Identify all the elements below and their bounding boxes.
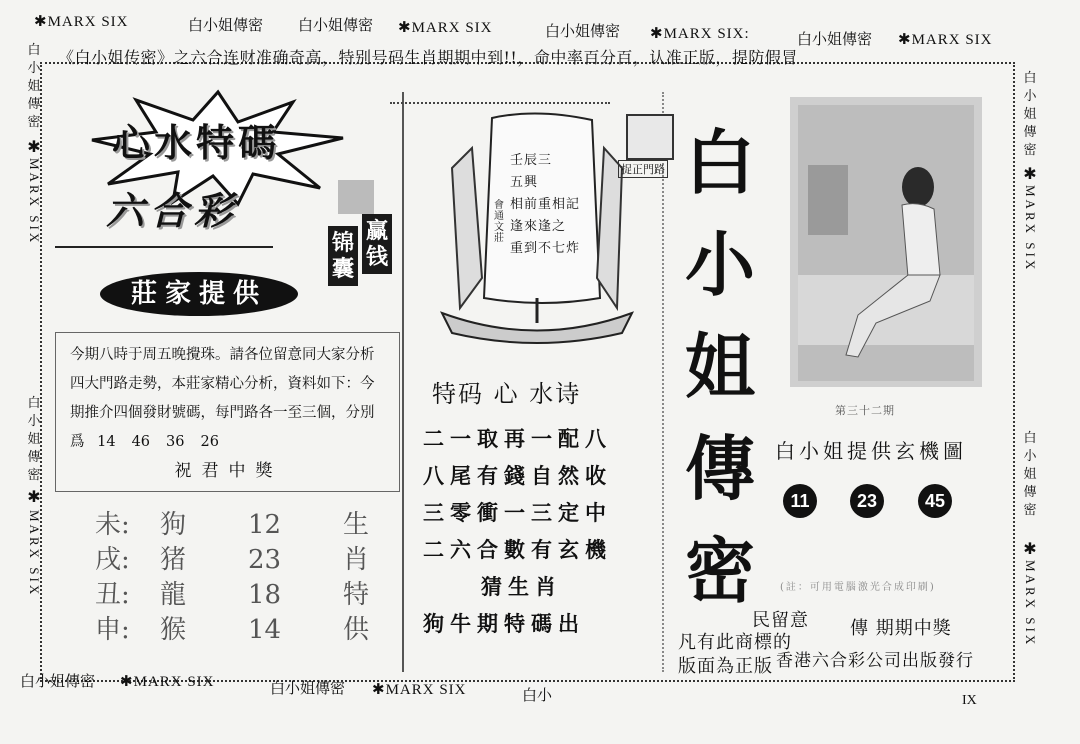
poem-line: 八尾有錢自然收 [423, 463, 612, 488]
header-brand-1: 白小姐傳密 [188, 16, 264, 34]
zodiac-number: 23 [248, 545, 282, 575]
zodiac-row [95, 508, 395, 543]
zodiac-number: 12 [248, 510, 282, 540]
zodiac-table [95, 508, 395, 648]
header-marx-2: ✱MARX SIX [398, 20, 493, 36]
sail-line: 五興 [510, 175, 539, 190]
column-divider-right [662, 92, 664, 672]
zodiac-animal: 猪 [160, 545, 187, 575]
publisher: 香港六合彩公司出版發行 [776, 651, 974, 671]
footer-marx-1: ✱MARX SIX [120, 674, 215, 690]
column-divider-left [402, 92, 404, 672]
right-border-marx-1: MARX SIX [1023, 185, 1038, 273]
poem-heading: 特码 心 水诗 [432, 380, 582, 408]
intro-text: 《白小姐传密》之六合连财准确奇高，特别号码生肖期期中到!!，命中率百分百，认准正版，提防假冒 [58, 48, 798, 67]
figure-silhouette [798, 105, 974, 381]
recommended-number: 36 [166, 434, 185, 450]
brand-char: 傳 [685, 427, 755, 510]
poem-line: 二六合數有玄機 [423, 537, 612, 562]
brand-char: 密 [685, 529, 755, 612]
notice-line-1: 民留意 [752, 610, 809, 631]
zodiac-animal: 狗 [160, 510, 187, 540]
header-marx-4: ✱MARX SIX [898, 32, 993, 48]
print-note: (註：可用電腦激光合成印刷) [780, 582, 936, 593]
tag-yingqian: 赢钱 [362, 214, 392, 274]
small-photo [338, 180, 374, 214]
lottery-title: 六合彩 [106, 189, 239, 233]
model-photo [790, 97, 982, 387]
brand-vertical [680, 112, 760, 622]
zodiac-row [95, 543, 395, 578]
badge-title: 心水特碼 [112, 121, 281, 165]
left-border-star-2: ✱ [27, 487, 41, 506]
lucky-ball: 11 [783, 484, 817, 518]
left-border-marx-1: MARX SIX [27, 158, 42, 246]
recommended-numbers [89, 434, 227, 450]
recommended-number: 46 [131, 434, 151, 450]
zodiac-note: 肖 [343, 545, 370, 575]
right-border-brand-mid: 白小姐傳密 [1023, 431, 1037, 518]
poem-line: 猜生肖 [481, 574, 562, 599]
notice-line-1b: 傳 期期中獎 [850, 618, 952, 639]
footer-brand-2: 白小姐傳密 [270, 679, 346, 697]
poem-line: 二一取再一配八 [423, 426, 612, 451]
stamp-label: 捉正門路 [618, 160, 668, 178]
stamp-box [626, 114, 674, 160]
issue-number: 第三十二期 [835, 404, 895, 417]
left-border-star-1: ✱ [27, 137, 41, 156]
sail-side-text: 會通文莊 [494, 200, 504, 244]
left-border-marx-2: MARX SIX [27, 510, 42, 598]
photo-frame [798, 105, 974, 381]
sail-line: 相前重相記 [510, 197, 581, 212]
footer-brand-1: 白小姐傳密 [20, 672, 96, 690]
provider-pill: 莊家提供 [100, 272, 298, 316]
zodiac-animal: 猴 [160, 615, 187, 645]
dashed-rule [390, 102, 610, 104]
notice-line-3: 版面為正版 [678, 656, 773, 677]
header-marx-3: ✱MARX SIX: [650, 26, 750, 42]
wish-text: 祝君中獎 [174, 461, 283, 481]
zodiac-note: 特 [343, 580, 370, 610]
info-text: 今期八時于周五晚攪珠。請各位留意同大家分析四大門路走勢，本莊家精心分析，資料如下：今期推介四個發財號碼，每門路各一至三個，分別爲 [70, 347, 375, 450]
header-brand-4: 白小姐傳密 [797, 30, 873, 48]
zodiac-animal: 龍 [160, 580, 187, 610]
zodiac-row [95, 578, 395, 613]
poem-line: 三零衝一三定中 [423, 500, 612, 525]
sail-line: 壬辰三 [510, 153, 553, 168]
right-border-star-2: ✱ [1023, 539, 1037, 558]
lucky-ball: 45 [918, 484, 952, 518]
zodiac-branch: 丑: [95, 580, 130, 610]
header-brand-2: 白小姐傳密 [298, 16, 374, 34]
zodiac-row [95, 613, 395, 648]
right-border-star-1: ✱ [1023, 164, 1037, 183]
poem-line: 狗牛期特碼出 [423, 611, 585, 636]
sail-line: 重到不七炸 [510, 241, 581, 256]
title-rule [55, 246, 273, 248]
right-border-brand-top: 白小姐傳密 [1023, 71, 1037, 158]
zodiac-number: 14 [248, 615, 282, 645]
zodiac-branch: 未: [95, 510, 130, 540]
zodiac-note: 生 [343, 510, 370, 540]
footer-brand-3: 白小 [522, 686, 553, 704]
brand-char: 姐 [685, 325, 755, 408]
info-box [55, 332, 400, 492]
page-number: IX [962, 693, 977, 708]
header-marx-1: ✱MARX SIX [34, 14, 129, 30]
recommended-number: 26 [200, 434, 219, 450]
recommended-number: 14 [97, 434, 116, 450]
sail-line: 逢來逢之 [510, 219, 567, 234]
lucky-ball: 23 [850, 484, 884, 518]
sail-text [510, 150, 600, 260]
left-border-brand-top: 白小姐傳密 [27, 43, 41, 130]
zodiac-number: 18 [248, 580, 282, 610]
left-border-brand-mid: 白小姐傳密 [27, 396, 41, 483]
header-brand-3: 白小姐傳密 [545, 22, 621, 40]
brand-char: 小 [685, 223, 755, 306]
right-border-marx-2: MARX SIX [1023, 560, 1038, 648]
poem [423, 420, 633, 642]
tag-jinnang: 锦囊 [328, 226, 358, 286]
xuanji-label: 白小姐提供玄機圖 [775, 439, 967, 463]
footer-marx-2: ✱MARX SIX [372, 682, 467, 698]
zodiac-branch: 戌: [95, 545, 130, 575]
brand-char: 白 [685, 121, 755, 204]
zodiac-branch: 申: [95, 615, 130, 645]
notice-line-2: 凡有此商標的 [678, 632, 792, 653]
zodiac-note: 供 [343, 615, 370, 645]
